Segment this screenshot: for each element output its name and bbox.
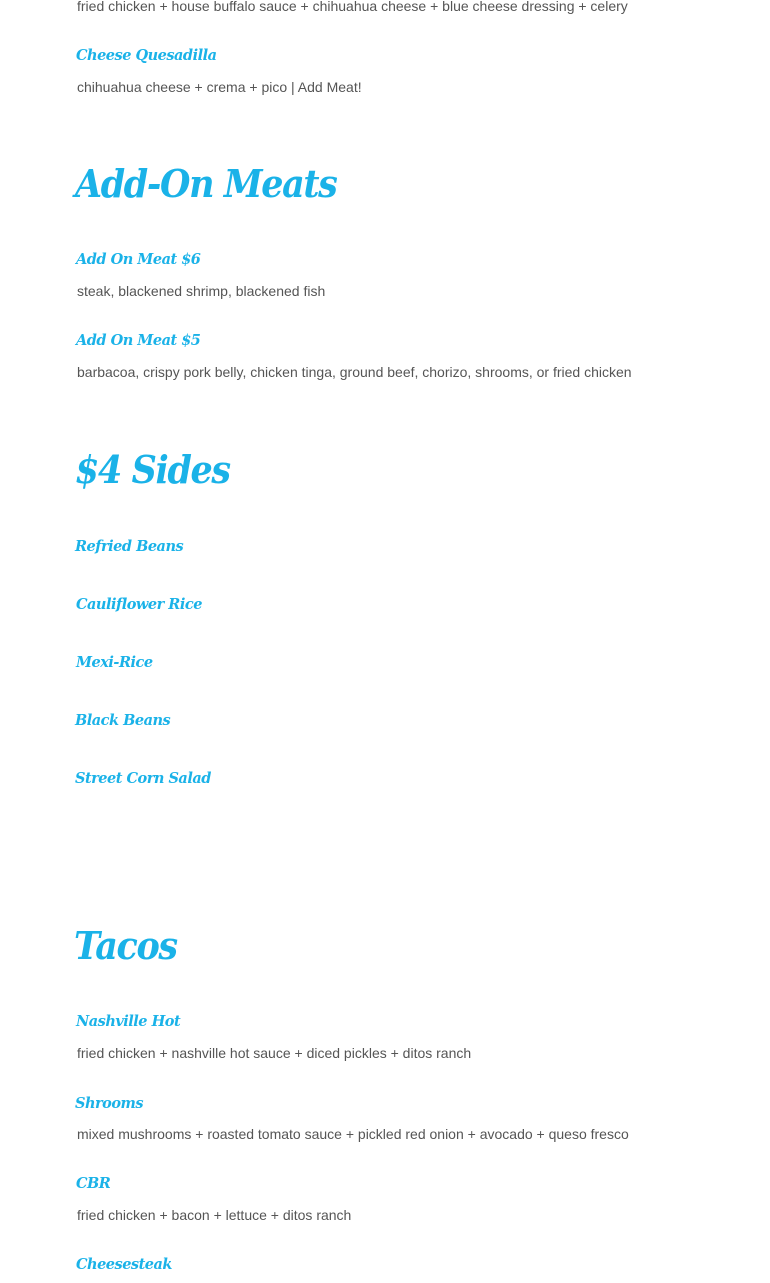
menu-item-title: Cheese Quesadilla [76,47,217,64]
menu-item-description: chihuahua cheese + crema + pico | Add Meat! [77,79,362,95]
menu-item-description: fried chicken + nashville hot sauce + diced pickles + ditos ranch [77,1045,472,1061]
menu-item-title: Nashville Hot [76,1013,181,1030]
menu-item-description: barbacoa, crispy pork belly, chicken tinga, ground beef, chorizo, shrooms, or fried chicken [77,364,632,380]
section-heading-sides: $4 Sides [75,447,230,492]
menu-item-title: Cheesesteak [76,1256,172,1273]
menu-item-description: mixed mushrooms + roasted tomato sauce + pickled red onion + avocado + queso fresco [77,1126,629,1142]
section-heading-add-on-meats: Add-On Meats [75,161,337,206]
section-heading-tacos: Tacos [74,923,177,968]
menu-item-title: CBR [76,1175,111,1192]
menu-item-title: Shrooms [75,1095,144,1112]
menu-item-title: Refried Beans [75,538,184,555]
menu-item-title: Street Corn Salad [75,770,211,787]
menu-item-description: fried chicken + house buffalo sauce + chihuahua cheese + blue cheese dressing + celery [77,0,628,14]
menu-item-title: Cauliflower Rice [76,596,202,613]
menu-item-title: Add On Meat $5 [76,332,201,349]
menu-item-title: Mexi-Rice [76,654,153,671]
menu-item-description: fried chicken + bacon + lettuce + ditos ranch [77,1207,352,1223]
menu-item-title: Add On Meat $6 [76,251,201,268]
menu-item-description: steak, blackened shrimp, blackened fish [77,283,326,299]
menu-item-title: Black Beans [75,712,171,729]
